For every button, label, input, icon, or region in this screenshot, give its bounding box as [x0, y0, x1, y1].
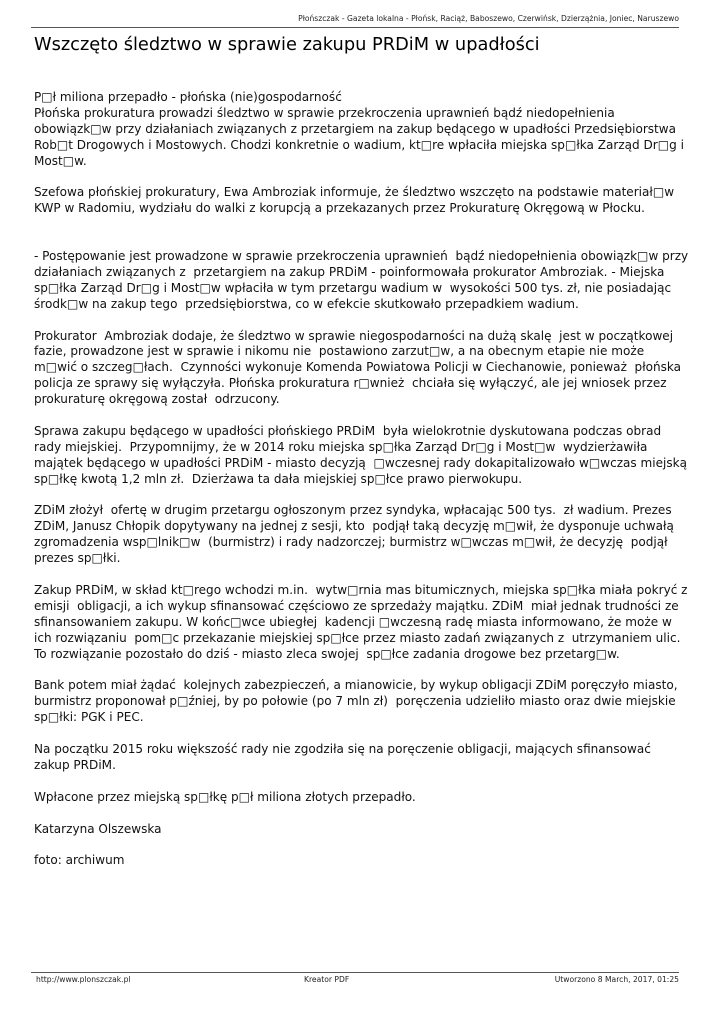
article-paragraph-6: Zakup PRDiM, w skład kt□rego wchodzi m.in. wytw□rnia mas bitumicznych, miejska sp□łka miała pokryć z emisji obligacji, a ich wykup sfinansować częściowo ze sprzedaży majątku. ZDiM miał jednak trudności ze sfinansowaniem zakupu. W końc□wce ubiegłej kadencji □wczesną radę miasta informowano, że może w ich rozwiązaniu pom□c przekazanie miejskiej sp□łce przez miasto zadań związanych z utrzymaniem ulic. To rozwiązanie pozostało do dziś - miasto zleca swojej sp□łce zadania drogowe bez przetarg□w. — [34, 583, 692, 661]
footer-generator: Kreator PDF — [304, 975, 350, 984]
site-header-line: Płońszczak - Gazeta lokalna - Płońsk, Raciąż, Baboszewo, Czerwińsk, Dzierzążnia, Joniec, Naruszewo — [298, 14, 679, 23]
article-paragraph-4: Sprawa zakupu będącego w upadłości płońskiego PRDiM była wielokrotnie dyskutowana podczas obrad rady miejskiej. Przypomnijmy, że w 2014 roku miejska sp□łka Zarząd Dr□g i Most□w wydzierżawiła majątek będącego w upadłości PRDiM - miasto decyzją □wczesnej rady dokapitalizowało w□wczas miejską sp□łkę kwotą 1,2 mln zł. Dzierżawa ta dała miejskiej sp□łce prawo pierwokupu. — [34, 423, 691, 486]
article-paragraph-1: Szefowa płońskiej prokuratury, Ewa Ambroziak informuje, że śledztwo wszczęto na podstawie materiał□w KWP w Radomiu, wydziału do walki z korupcją a przekazanych przez Prokuraturę Okręgową w Płocku. — [34, 185, 678, 216]
article-paragraph-2: - Postępowanie jest prowadzone w sprawie przekroczenia uprawnień bądź niedopełnienia obowiązk□w przy działaniach związanych z przetargiem na zakup PRDiM - poinformowała prokurator Ambroziak. - Miejska sp□łka Zarząd Dr□g i Most□w wpłaciła w tym przetargu wadium w wysokości 500 tys. zł, nie posiadając środk□w na zakup tego przedsiębiorstwa, co w efekcie skutkowało przepadkiem wadium. — [34, 249, 693, 311]
article-title: Wszczęto śledztwo w sprawie zakupu PRDiM w upadłości — [34, 34, 540, 55]
article-paragraph-3: Prokurator Ambroziak dodaje, że śledztwo w sprawie niegospodarności na dużą skalę jest w początkowej fazie, prowadzone jest w sprawie i nikomu nie postawiono zarzut□w, a na obecnym etapie nie może m□wić o szczeg□łach. Czynności wykonuje Komenda Powiatowa Policji w Ciechanowie, ponieważ płońska policja ze sprawy się wyłączyła. Płońska prokuratura r□wnież chciała się wyłączyć, ale jej wniosek przez prokuraturę okręgową został odrzucony. — [34, 328, 685, 407]
article-paragraph-9: Wpłacone przez miejską sp□łkę p□ł miliona złotych przepadło. — [34, 789, 416, 804]
article-paragraph-7: Bank potem miał żądać kolejnych zabezpieczeń, a mianowicie, by wykup obligacji ZDiM poręczyło miasto, burmistrz proponował p□źniej, by po połowie (po 7 mln zł) poręczenia udzieliło miasto oraz dwie miejskie sp□łki: PGK i PEC. — [34, 678, 682, 725]
footer-divider — [31, 972, 679, 973]
footer-url-link[interactable]: http://www.plonszczak.pl — [36, 975, 131, 984]
header-divider — [31, 27, 679, 28]
article-lead: P□ł miliona przepadło - płońska (nie)gospodarność Płońska prokuratura prowadzi śledztwo w sprawie przekroczenia uprawnień bądź niedopełnienia obowiązk□w przy działaniach związanych z przetargiem na zakup będącego w upadłości Przedsiębiorstwa Rob□t Drogowych i Mostowych. Chodzi konkretnie o wadium, kt□re wpłaciła miejska sp□łka Zarząd Dr□g i Most□w. — [34, 90, 684, 168]
article-author: Katarzyna Olszewska — [34, 821, 162, 836]
page-footer — [36, 975, 679, 984]
footer-created-timestamp: Utworzono 8 March, 2017, 01:25 — [554, 975, 679, 984]
article-body — [34, 90, 693, 885]
article-paragraph-5: ZDiM złożył ofertę w drugim przetargu ogłoszonym przez syndyka, wpłacając 500 tys. zł wadium. Prezes ZDiM, Janusz Chłopik dopytywany na jednej z sesji, kto podjął taką decyzję m□wił, że dysponuje uchwałą zgromadzenia wsp□lnik□w (burmistrz) i rady nadzorczej; burmistrz w□wczas m□wił, że decyzję podjął prezes sp□łki. — [34, 503, 678, 566]
article-photo-credit: foto: archiwum — [34, 853, 125, 868]
article-paragraph-8: Na początku 2015 roku większość rady nie zgodziła się na poręczenie obligacji, mających sfinansować zakup PRDiM. — [34, 742, 655, 772]
